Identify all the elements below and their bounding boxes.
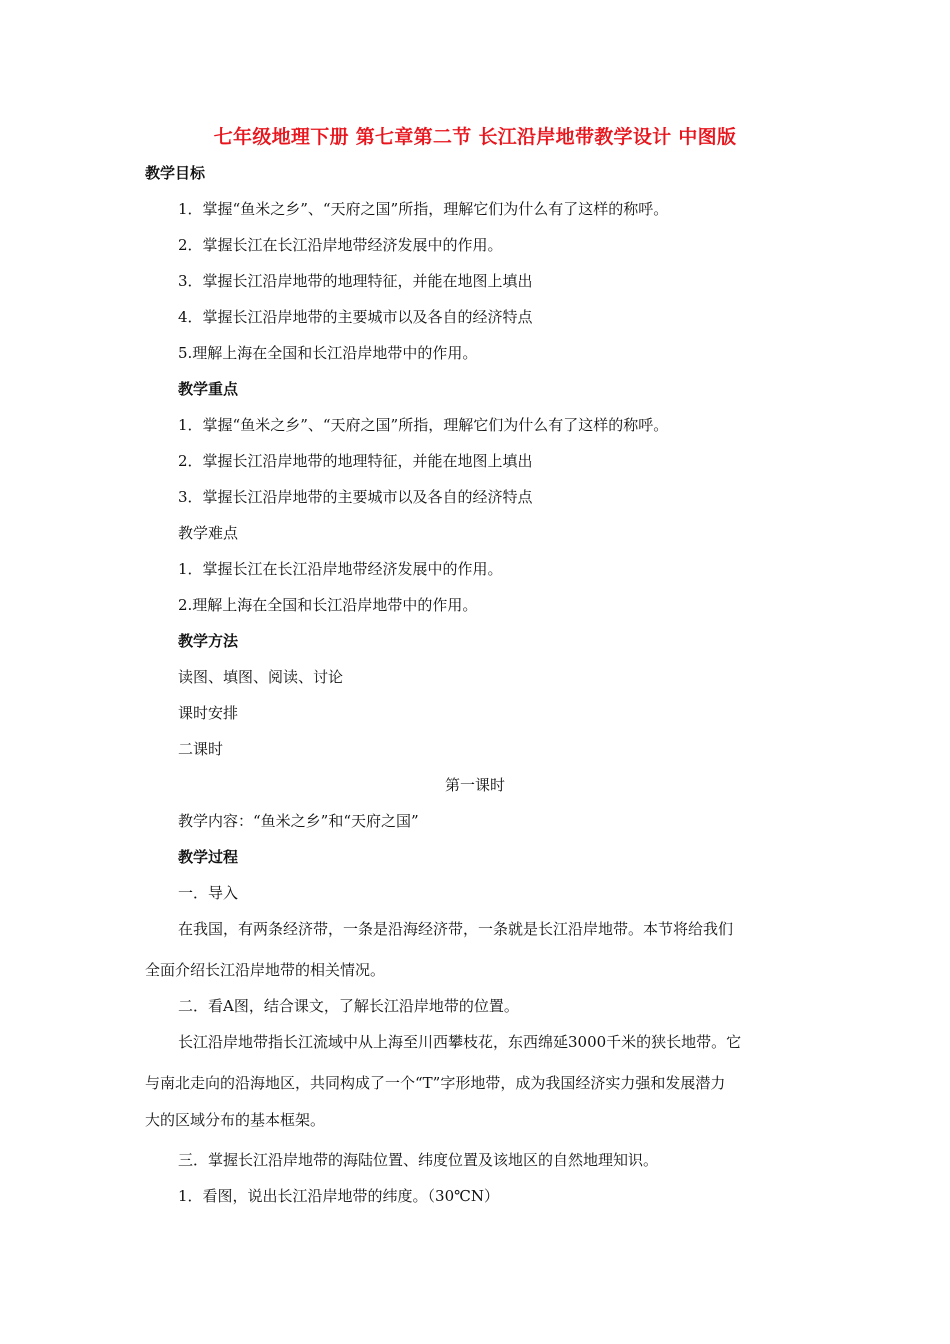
goal-item-3: 3．掌握长江沿岸地带的地理特征，并能在地图上填出	[178, 272, 533, 290]
process-heading: 教学过程	[178, 848, 239, 866]
step-3: 三．掌握长江沿岸地带的海陆位置、纬度位置及该地区的自然地理知识。	[178, 1151, 659, 1169]
goals-heading: 教学目标	[145, 164, 206, 182]
paragraph-2-line-1: 长江沿岸地带指长江流域中从上海至川西攀枝花，东西绵延3000千米的狭长地带。它	[178, 1033, 742, 1051]
key-point-3: 3．掌握长江沿岸地带的主要城市以及各自的经济特点	[178, 488, 533, 506]
goal-item-5: 5.理解上海在全国和长江沿岸地带中的作用。	[178, 344, 478, 362]
step-1: 一．导入	[178, 884, 239, 902]
paragraph-2-line-2: 与南北走向的沿海地区，共同构成了一个“T”字形地带，成为我国经济实力强和发展潜力	[145, 1074, 726, 1092]
lesson-title: 第一课时	[444, 776, 505, 794]
document-title: 七年级地理下册 第七章第二节 长江沿岸地带教学设计 中图版	[213, 126, 737, 148]
step-2: 二．看A图，结合课文，了解长江沿岸地带的位置。	[178, 997, 519, 1015]
paragraph-1-line-1: 在我国，有两条经济带，一条是沿海经济带，一条就是长江沿岸地带。本节将给我们	[178, 920, 734, 938]
step-3-question-1: 1．看图，说出长江沿岸地带的纬度。（30℃N）	[178, 1187, 500, 1205]
difficulty-1: 1．掌握长江在长江沿岸地带经济发展中的作用。	[178, 560, 503, 578]
difficulty-2: 2.理解上海在全国和长江沿岸地带中的作用。	[178, 596, 478, 614]
key-point-2: 2．掌握长江沿岸地带的地理特征，并能在地图上填出	[178, 452, 533, 470]
method-heading: 教学方法	[178, 632, 239, 650]
paragraph-1-line-2: 全面介绍长江沿岸地带的相关情况。	[145, 961, 386, 979]
goal-item-1: 1．掌握“鱼米之乡”、“天府之国”所指，理解它们为什么有了这样的称呼。	[178, 200, 669, 218]
goal-item-2: 2．掌握长江在长江沿岸地带经济发展中的作用。	[178, 236, 503, 254]
paragraph-2-line-3: 大的区域分布的基本框架。	[145, 1111, 326, 1129]
goal-item-4: 4．掌握长江沿岸地带的主要城市以及各自的经济特点	[178, 308, 533, 326]
content-text: 教学内容：“鱼米之乡”和“天府之国”	[178, 812, 419, 830]
key-point-1: 1．掌握“鱼米之乡”、“天府之国”所指，理解它们为什么有了这样的称呼。	[178, 416, 669, 434]
schedule-text: 二课时	[178, 740, 224, 758]
schedule-heading: 课时安排	[178, 704, 239, 722]
method-text: 读图、填图、阅读、讨论	[178, 668, 344, 686]
difficulty-heading: 教学难点	[178, 524, 239, 542]
key-points-heading: 教学重点	[178, 380, 239, 398]
